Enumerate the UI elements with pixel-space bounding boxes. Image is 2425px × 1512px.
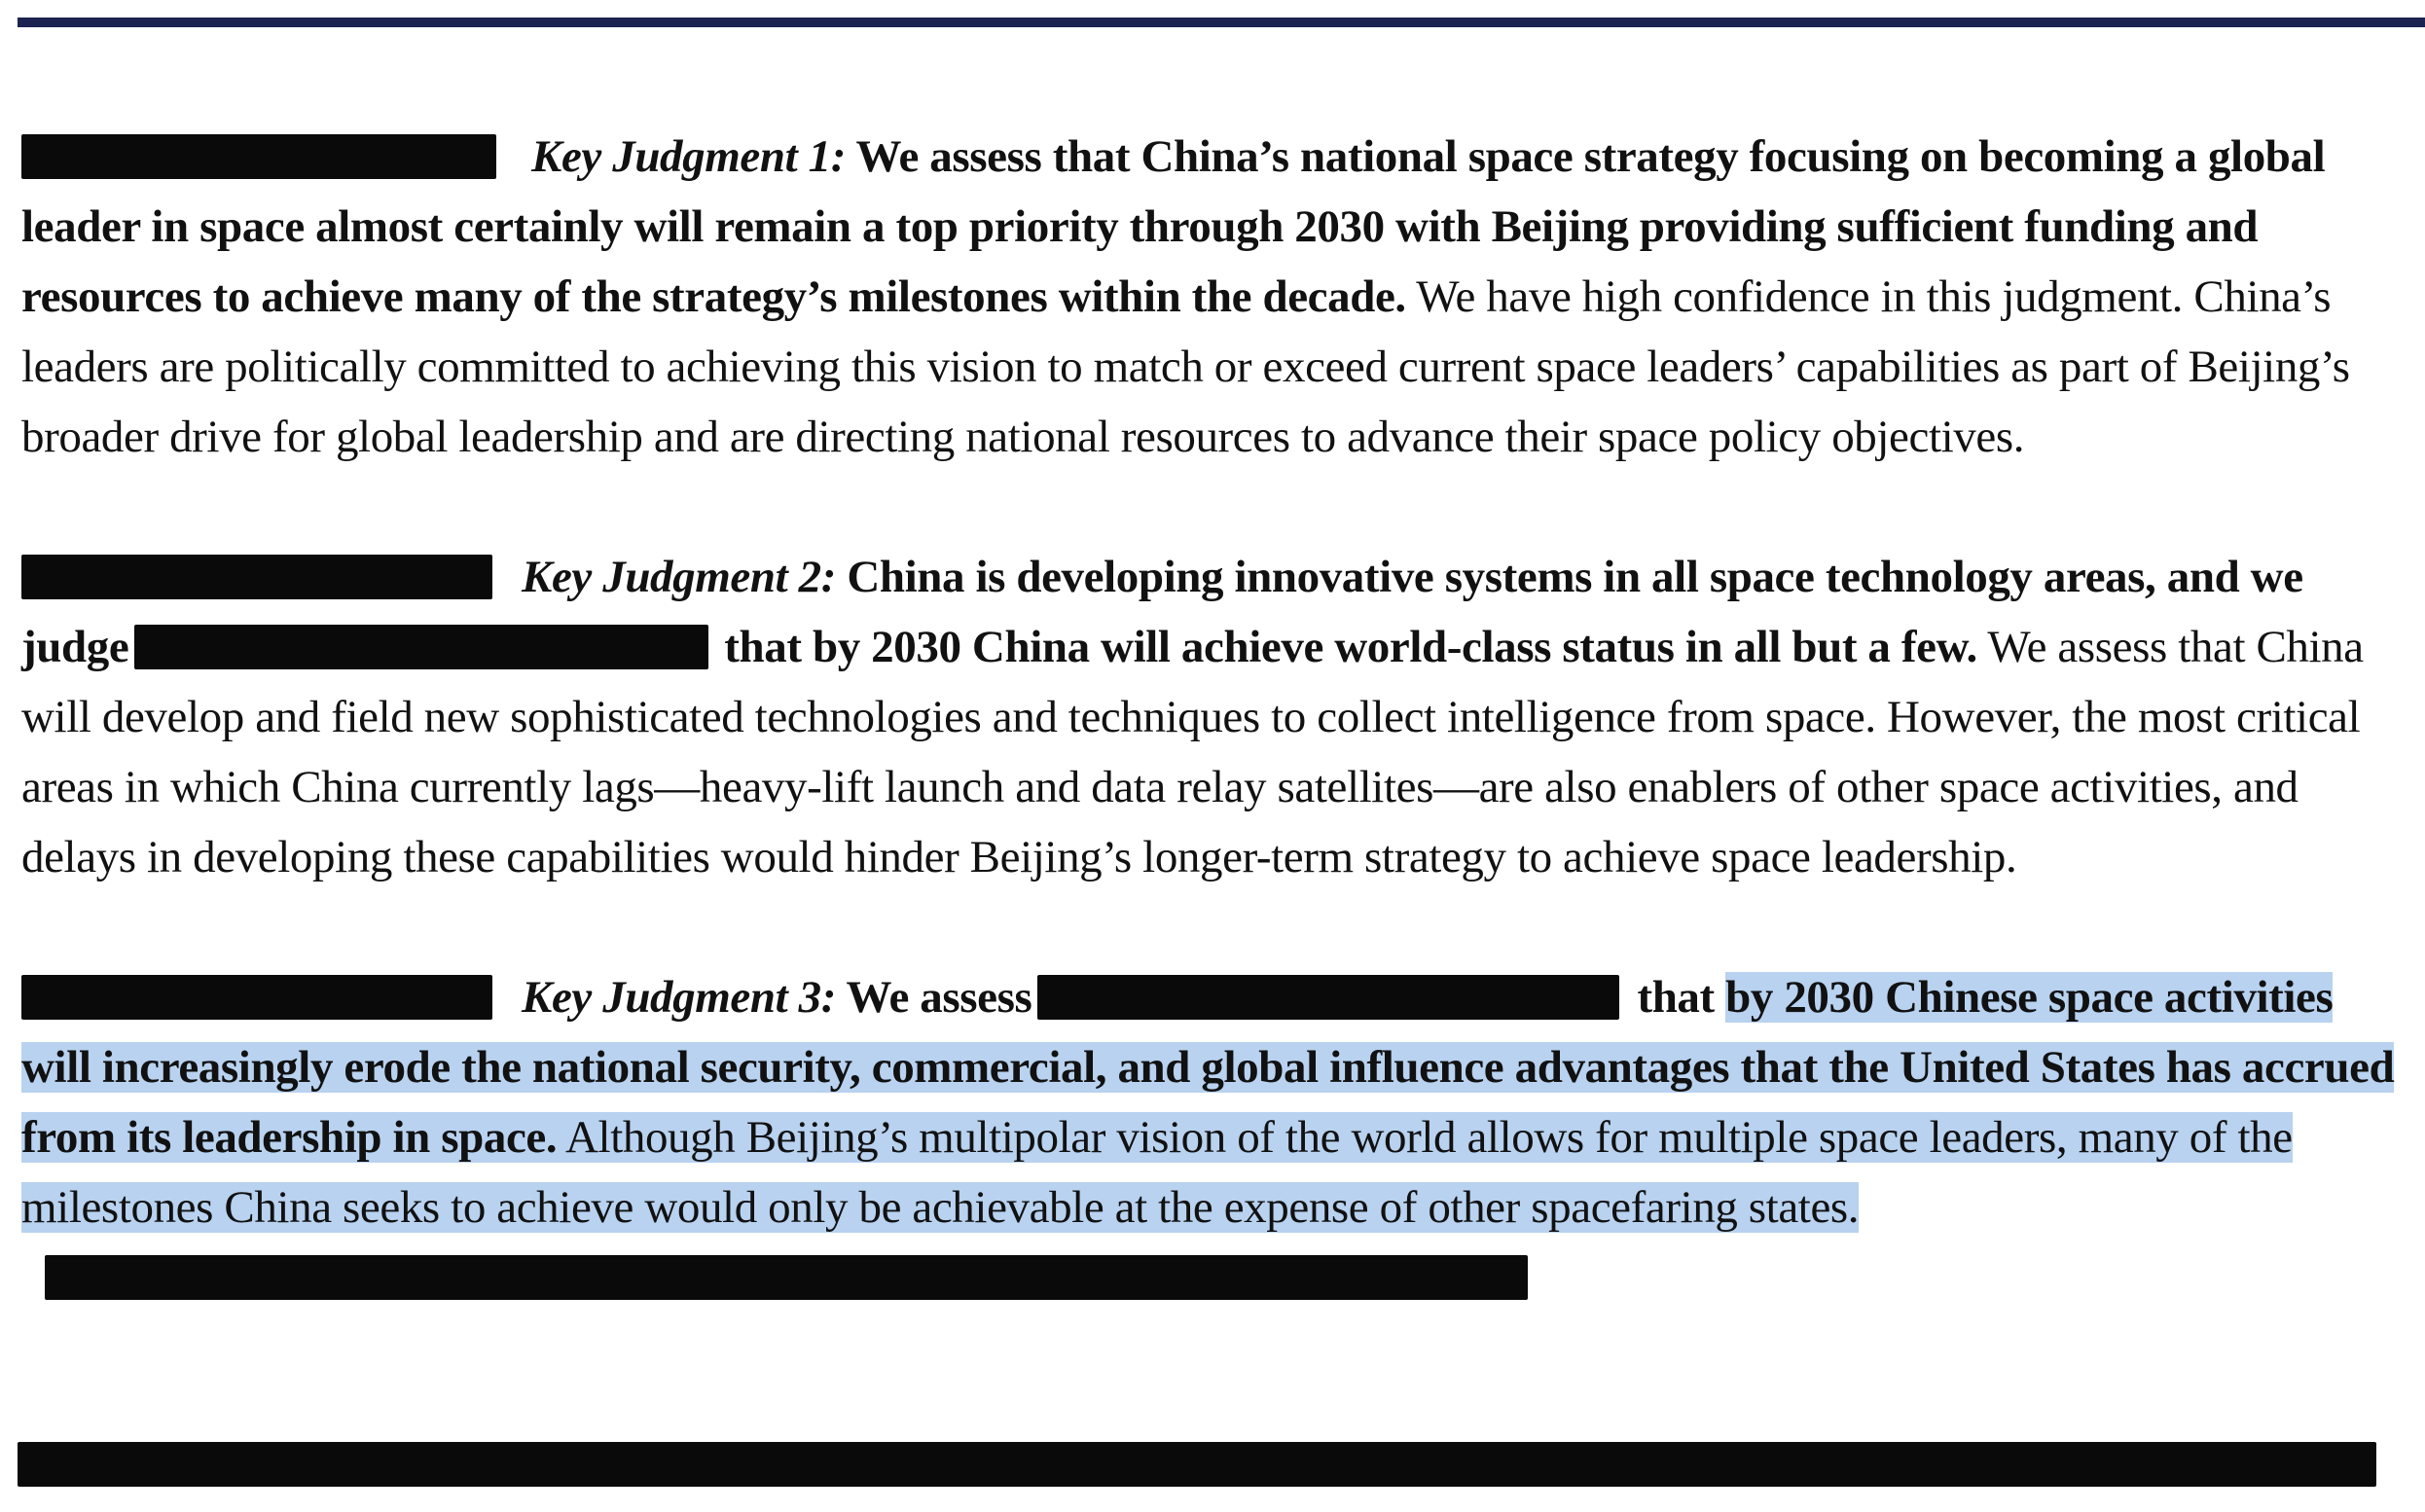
key-judgment-2-bold-text-a: China is developing innovative systems in all space technology areas, and we judge xyxy=(21,552,2303,672)
key-judgment-3-bold-text-a: We assess xyxy=(835,972,1032,1023)
redaction-block xyxy=(134,625,708,669)
redaction-bar xyxy=(18,1442,2376,1487)
key-judgment-1-paragraph[interactable] xyxy=(21,122,2396,472)
document-body xyxy=(21,122,2396,1313)
key-judgment-3-label: Key Judgment 3: xyxy=(522,972,836,1023)
key-judgment-2-body-text: We assess that China will develop and field new sophisticated technologies and techniques to collect intelligence from space. However, the most critical areas in which China currently lags—heavy-lift launch and data relay satellites—are also enablers of other space activities, and delays in developing these capabilities would hinder Beijing’s longer-term strategy to achieve space leadership. xyxy=(21,622,2364,882)
top-rule xyxy=(18,18,2425,27)
redaction-block xyxy=(1037,975,1619,1020)
selected-text[interactable]: Although Beijing’s multipolar vision of the world allows for multiple space leaders, many of the milestones China seeks to achieve would only be achievable at the expense of other spacefaring states. xyxy=(21,1112,2293,1233)
redaction-block xyxy=(21,555,492,599)
key-judgment-1-label: Key Judgment 1: xyxy=(531,131,846,182)
redaction-block xyxy=(45,1255,1528,1300)
key-judgment-3-bold-text-b: that xyxy=(1637,972,1726,1023)
key-judgment-2-bold-text-b: that by 2030 China will achieve world-class status in all but a few. xyxy=(724,622,1977,672)
key-judgment-2-label: Key Judgment 2: xyxy=(522,552,836,602)
redaction-block xyxy=(21,134,496,179)
key-judgment-2-paragraph[interactable] xyxy=(21,542,2396,892)
key-judgment-1-body-text: We have high confidence in this judgment. China’s leaders are politically committed to achieving this vision to match or exceed current space leaders’ capabilities as part of Beijing’s broader drive for global leadership and are directing national resources to advance their space policy objectives. xyxy=(21,271,2350,462)
redaction-block xyxy=(21,975,492,1020)
key-judgment-3-paragraph[interactable] xyxy=(21,962,2396,1313)
selected-text[interactable]: by 2030 Chinese space activities will increasingly erode the national security, commercial, and global influence advantages that the United States has accrued from its leadership in space. xyxy=(21,972,2395,1163)
key-judgment-1-bold-text: We assess that China’s national space strategy focusing on becoming a global leader in space almost certainly will remain a top priority through 2030 with Beijing providing sufficient funding and resources to achieve many of the strategy’s milestones within the decade. xyxy=(21,131,2326,322)
